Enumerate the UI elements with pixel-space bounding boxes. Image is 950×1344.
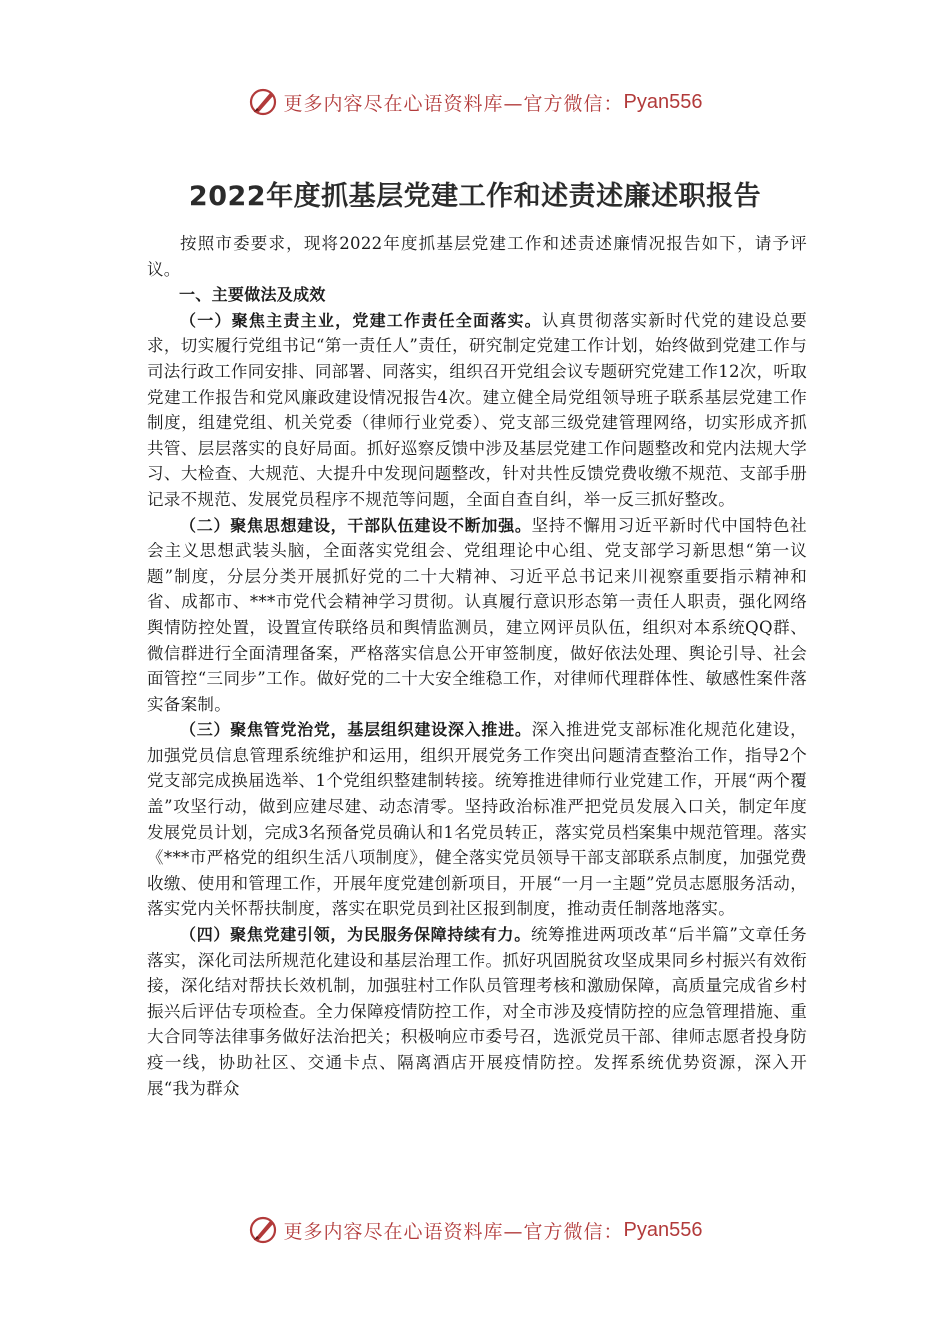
paragraph-text: 认真贯彻落实新时代党的建设总要求，切实履行党组书记“第一责任人”责任，研究制定党建工作计划，始终做到党建工作与司法行政工作同安排、同部署、同落实，组织召开党组会议专题研究党建工作12次，听取党建工作报告和党风廉政建设情况报告4次。建立健全局党组领导班子联系基层党建工作制度，组建党组、机关党委（律师行业党委）、党支部三级党建管理网络，切实形成齐抓共管、层层落实的良好局面。抓好巡察反馈中涉及基层党建工作问题整改和党内法规大学习、大检查、大规范、大提升中发现问题整改，针对共性反馈党费收缴不规范、支部手册记录不规范、发展党员程序不规范等问题，全面自查自纠，举一反三抓好整改。 [147,310,807,509]
paragraph-lead: （一）聚焦主责主业，党建工作责任全面落实。 [180,310,542,330]
paragraph-text: 统筹推进两项改革“后半篇”文章任务落实，深化司法所规范化建设和基层治理工作。抓好巩固脱贫攻坚成果同乡村振兴有效衔接，深化结对帮扶长效机制，加强驻村工作队员管理考核和激励保障，高质量完成省乡村振兴后评估专项检查。全力保障疫情防控工作，对全市涉及疫情防控的应急管理措施、重大合同等法律事务做好法治把关；积极响应市委号召，选派党员干部、律师志愿者投身防疫一线，协助社区、交通卡点、隔离酒店开展疫情防控。发挥系统优势资源，深入开展“我为群众 [147,925,807,1098]
document-body [147,231,807,1101]
pen-logo-icon [248,1215,278,1245]
body-paragraph [147,922,807,1101]
paragraph-lead: （四）聚焦党建引领，为民服务保障持续有力。 [180,925,531,945]
banner-text: 更多内容尽在心语资料库—官方微信： [283,92,624,115]
paragraph-lead: （三）聚焦管党治党，基层组织建设深入推进。 [180,720,532,740]
banner-wechat-id: Pyan556 [623,1218,703,1241]
paragraph-text: 深入推进党支部标准化规范化建设，加强党员信息管理系统维护和运用，组织开展党务工作突出问题清查整治工作，指导2个党支部完成换届选举、1个党组织整建制转接。统筹推进律师行业党建工作，开展“两个覆盖”攻坚行动，做到应建尽建、动态清零。坚持政治标准严把党员发展入口关，制定年度发展党员计划，完成3名预备党员确认和1名党员转正，落实党员档案集中规范管理。落实《***市严格党的组织生活八项制度》，健全落实党员领导干部支部联系点制度，加强党费收缴、使用和管理工作，开展年度党建创新项目，开展“一月一主题”党员志愿服务活动，落实党内关怀帮扶制度，落实在职党员到社区报到制度，推动责任制落地落实。 [147,720,807,919]
body-paragraph [147,513,807,718]
body-paragraph [147,717,807,922]
pen-logo-icon [248,87,278,117]
header-banner [0,82,950,122]
paragraph-text: 坚持不懈用习近平新时代中国特色社会主义思想武装头脑，全面落实党组会、党组理论中心组、党支部学习新思想“第一议题”制度，分层分类开展抓好党的二十大精神、习近平总书记来川视察重要指示精神和省、成都市、***市党代会精神学习贯彻。认真履行意识形态第一责任人职责，强化网络舆情防控处置，设置宣传联络员和舆情监测员，建立网评员队伍，组织对本系统QQ群、微信群进行全面清理备案，严格落实信息公开审签制度，做好依法处理、舆论引导、社会面管控“三同步”工作。做好党的二十大安全维稳工作，对律师代理群体性、敏感性案件落实备案制。 [147,515,807,714]
paragraph-lead: （二）聚焦思想建设，干部队伍建设不断加强。 [180,515,532,535]
document-title: 2022年度抓基层党建工作和述责述廉述职报告 [188,181,762,212]
intro-paragraph: 按照市委要求，现将2022年度抓基层党建工作和述责述廉情况报告如下，请予评议。 [147,234,807,279]
body-paragraph [147,308,807,513]
banner-wechat-id: Pyan556 [623,90,703,113]
footer-banner [0,1210,950,1250]
section-heading: 一、主要做法及成效 [179,285,326,305]
banner-text: 更多内容尽在心语资料库—官方微信： [283,1220,624,1243]
